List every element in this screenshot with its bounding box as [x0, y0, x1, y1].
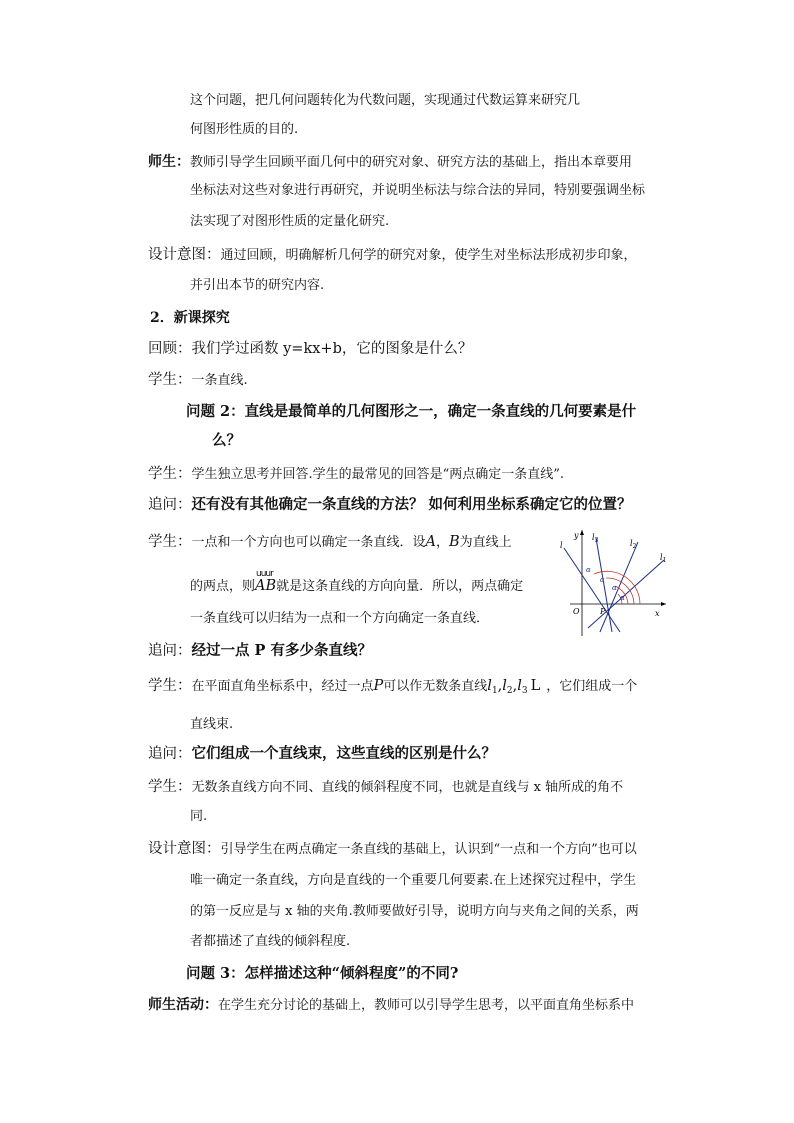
question-2-line-1: 问题 2：直线是最简单的几何图形之一，确定一条直线的几何要素是什	[186, 403, 637, 420]
alpha-label-1: α	[586, 566, 591, 574]
teacher-1-line-1	[148, 153, 632, 172]
x-axis-arrow-icon	[661, 602, 666, 606]
student-2-text: 学生独立思考并回答.学生的最常见的回答是“两点确定一条直线”.	[191, 467, 565, 482]
student-label: 学生：	[148, 534, 192, 550]
activity-label: 师生活动：	[148, 997, 218, 1013]
teacher-1-text-1: 教师引导学生回顾平面几何中的研究对象、研究方法的基础上，指出本章要用	[190, 155, 633, 170]
design-1-line-1	[148, 246, 637, 265]
student-3-text-1a: 一点和一个方向也可以确定一条直线．设	[191, 535, 426, 550]
student-2-line	[148, 465, 564, 484]
activity-text: 在学生充分讨论的基础上，教师可以引导学生思考，以平面直角坐标系中	[218, 998, 635, 1013]
student-5-text-1: 无数条直线方向不同、直线的倾斜程度不同，也就是直线与 x 轴所成的角不	[191, 780, 624, 795]
follow-up-label: 追问：	[148, 746, 192, 762]
student-4-text-1a: 在平面直角坐标系中，经过一点	[191, 679, 374, 694]
design-label: 设计意图：	[148, 841, 221, 857]
student-1-text: 一条直线.	[191, 373, 248, 388]
alpha-label-4: α	[620, 594, 625, 602]
review-line	[148, 340, 472, 359]
student-5-line-2: 同.	[190, 809, 208, 824]
student-label: 学生：	[148, 372, 192, 388]
follow-up-label: 追问：	[148, 643, 192, 659]
line-bundle-figure	[560, 528, 672, 640]
label-l3: $l_3$	[592, 533, 599, 544]
design-2-line-1	[148, 840, 637, 859]
line-symbol-3: l	[517, 678, 522, 694]
student-4-text-1c: ，它们组成一个	[546, 679, 638, 694]
vector-ab: AB	[255, 578, 277, 594]
alpha-label-2: α	[600, 576, 605, 584]
design-label: 设计意图：	[148, 247, 221, 263]
line-l2	[600, 542, 638, 632]
subscript-2: 2	[506, 686, 513, 696]
section-heading: 2．新课探究	[150, 310, 230, 326]
question-2-line-2: 么？	[212, 432, 241, 449]
design-2-text-1: 引导学生在两点确定一条直线的基础上，认识到“一点和一个方向”也可以	[220, 842, 637, 857]
para-1-line-1: 这个问题，把几何问题转化为代数问题，实现通过代数运算来研究几	[190, 93, 581, 108]
student-3-text-1b: 为直线上	[459, 535, 512, 550]
student-3-line-1	[148, 533, 512, 552]
label-l2: $l_2$	[630, 539, 637, 550]
design-2-line-4: 者都描述了直线的倾斜程度.	[190, 934, 351, 949]
alpha-label-3: α	[612, 584, 617, 592]
vector-arrow: uuur	[256, 569, 273, 579]
design-2-line-3: 的第一反应是与 x 轴的夹角.教师要做好引导，说明方向与夹角之间的关系，两	[190, 904, 639, 919]
origin-label: O	[573, 607, 580, 616]
teacher-label: 师生：	[148, 154, 190, 170]
point-b: B	[449, 534, 460, 550]
student-5-line-1	[148, 778, 623, 797]
para-1-line-2: 何图形性质的目的.	[190, 122, 299, 137]
follow-up-1-line	[148, 496, 632, 515]
design-2-line-2: 唯一确定一条直线，方向是直线的一个重要几何要素.在上述探究过程中，学生	[190, 873, 637, 888]
student-label: 学生：	[148, 779, 192, 795]
label-l: l	[560, 541, 563, 550]
comma: ，	[436, 535, 450, 550]
follow-up-label: 追问：	[148, 497, 192, 513]
point-p-label: P	[600, 607, 606, 616]
student-4-text-1b: 可以作无数条直线	[383, 679, 488, 694]
student-4-line-2: 直线束.	[190, 717, 234, 732]
teacher-1-line-2: 坐标法对这些对象进行再研究，并说明坐标法与综合法的异同，特别要强调坐标	[190, 183, 646, 198]
review-text: 我们学过函数 y=kx+b，它的图象是什么？	[191, 341, 473, 357]
activity-line	[148, 996, 634, 1015]
line-l3	[596, 538, 612, 632]
line-symbol-2: l	[502, 678, 507, 694]
point-a: A	[425, 534, 436, 550]
point-p: P	[373, 678, 384, 694]
student-3-line-3: 一条直线可以归结为一点和一个方向确定一条直线．	[190, 611, 490, 626]
follow-up-3-line	[148, 745, 496, 764]
design-1-text-1: 通过回顾，明确解析几何学的研究对象，使学生对坐标法形成初步印象，	[220, 248, 637, 263]
follow-up-2-text: 经过一点 P 有多少条直线？	[191, 642, 372, 659]
subscript-3: 3	[521, 686, 528, 696]
student-1-line	[148, 371, 248, 390]
ellipsis-symbol: L	[530, 678, 541, 694]
design-1-line-2: 并引出本节的研究内容.	[190, 278, 325, 293]
follow-up-1-text: 还有没有其他确定一条直线的方法？ 如何利用坐标系确定它的位置？	[191, 496, 632, 513]
follow-up-2-line	[148, 642, 372, 661]
subscript-1: 1	[491, 686, 498, 696]
x-label: x	[655, 609, 660, 618]
y-axis-arrow-icon	[580, 530, 584, 535]
review-label: 回顾：	[148, 341, 192, 357]
follow-up-3-text: 它们组成一个直线束，这些直线的区别是什么？	[191, 745, 496, 762]
student-3-line-2	[190, 569, 524, 596]
student-4-line-1: 学生：在平面直角坐标系中，经过一点P可以作无数条直线$l_1,l_2,l_3$ L ，它们组成一个	[148, 678, 638, 696]
student-3-text-2a: 的两点，则	[190, 579, 256, 594]
y-label: y	[574, 531, 579, 540]
student-3-text-2b: 就是这条直线的方向向量．所以，两点确定	[276, 579, 524, 594]
label-l1: $l_1$	[660, 553, 667, 564]
student-label: 学生：	[148, 466, 192, 482]
question-3-line: 问题 3：怎样描述这种“倾斜程度”的不同?	[186, 965, 459, 982]
line-symbol-1: l	[487, 678, 492, 694]
student-label: 学生：	[148, 678, 192, 694]
teacher-1-line-3: 法实现了对图形性质的定量化研究.	[190, 214, 390, 229]
